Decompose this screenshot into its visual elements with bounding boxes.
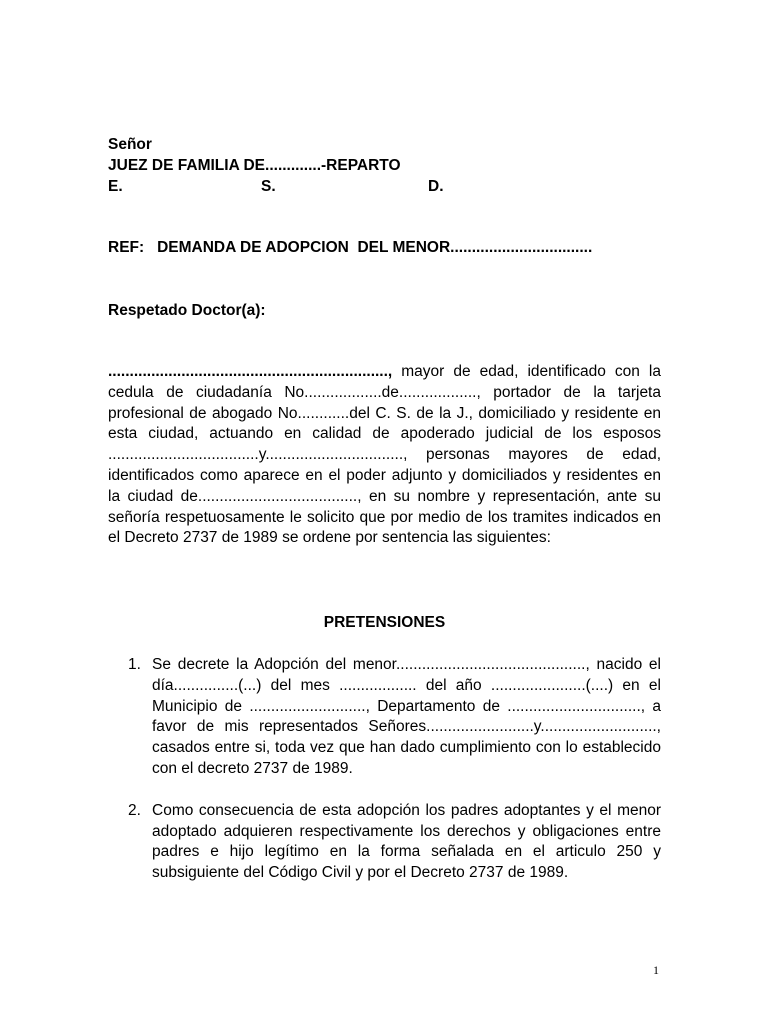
list-item bbox=[108, 801, 661, 884]
body-lead-dots: ................................................................., bbox=[108, 363, 393, 380]
claims-list bbox=[108, 655, 661, 884]
judge-line: JUEZ DE FAMILIA DE.............-REPARTO bbox=[108, 157, 401, 174]
page-number: 1 bbox=[653, 963, 659, 977]
list-item-number: 2. bbox=[128, 801, 141, 819]
section-title: PRETENSIONES bbox=[323, 614, 446, 631]
addressee-block bbox=[108, 134, 661, 197]
greeting: Respetado Doctor(a): bbox=[108, 302, 266, 319]
reference-line: REF: DEMANDA DE ADOPCION DEL MENOR................................. bbox=[108, 239, 593, 256]
list-item-number: 1. bbox=[128, 656, 141, 673]
list-item-text: Como consecuencia de esta adopción los padres adoptantes y el menor adoptado adquieren respectivamente los derechos y obligaciones entre padres e hijo legítimo en la forma señalada en el articulo 250 y subsiguiente del Código Civil y por el Decreto 2737 de 1989. bbox=[152, 801, 661, 882]
esd-d: D. bbox=[428, 178, 444, 195]
salutation: Señor bbox=[108, 136, 152, 153]
body-paragraph bbox=[108, 362, 661, 549]
list-item bbox=[108, 655, 661, 780]
esd-s: S. bbox=[261, 178, 276, 195]
body-text: mayor de edad, identificado con la cedula de ciudadanía No..................de.................., portador de la tarjeta profesional de abogado No............del C. S. de la J., domiciliado y residente en esta ciudad, actuando en calidad de apoderado judicial de los esposos ...................................y................................, personas mayores de edad, identificados como aparece en el poder adjunto y domiciliados y residentes en la ciudad de....................................., en su nombre y representación, ante su señoría respetuosamente le solicito que por medio de los tramites indicados en el Decreto 2737 de 1989 se ordene por sentencia las siguientes: bbox=[108, 363, 661, 547]
esd-e: E. bbox=[108, 178, 123, 195]
list-item-text: Se decrete la Adopción del menor............................................, nacido el día...............(...) del mes .................. del año ......................(....) en el Municipio de ..........................., Departamento de ..............................., a favor de mis representados Señores.........................y..........................., casados entre si, toda vez que han dado cumplimiento con lo establecido con el decreto 2737 de 1989. bbox=[152, 656, 661, 777]
esd-line bbox=[108, 176, 661, 197]
